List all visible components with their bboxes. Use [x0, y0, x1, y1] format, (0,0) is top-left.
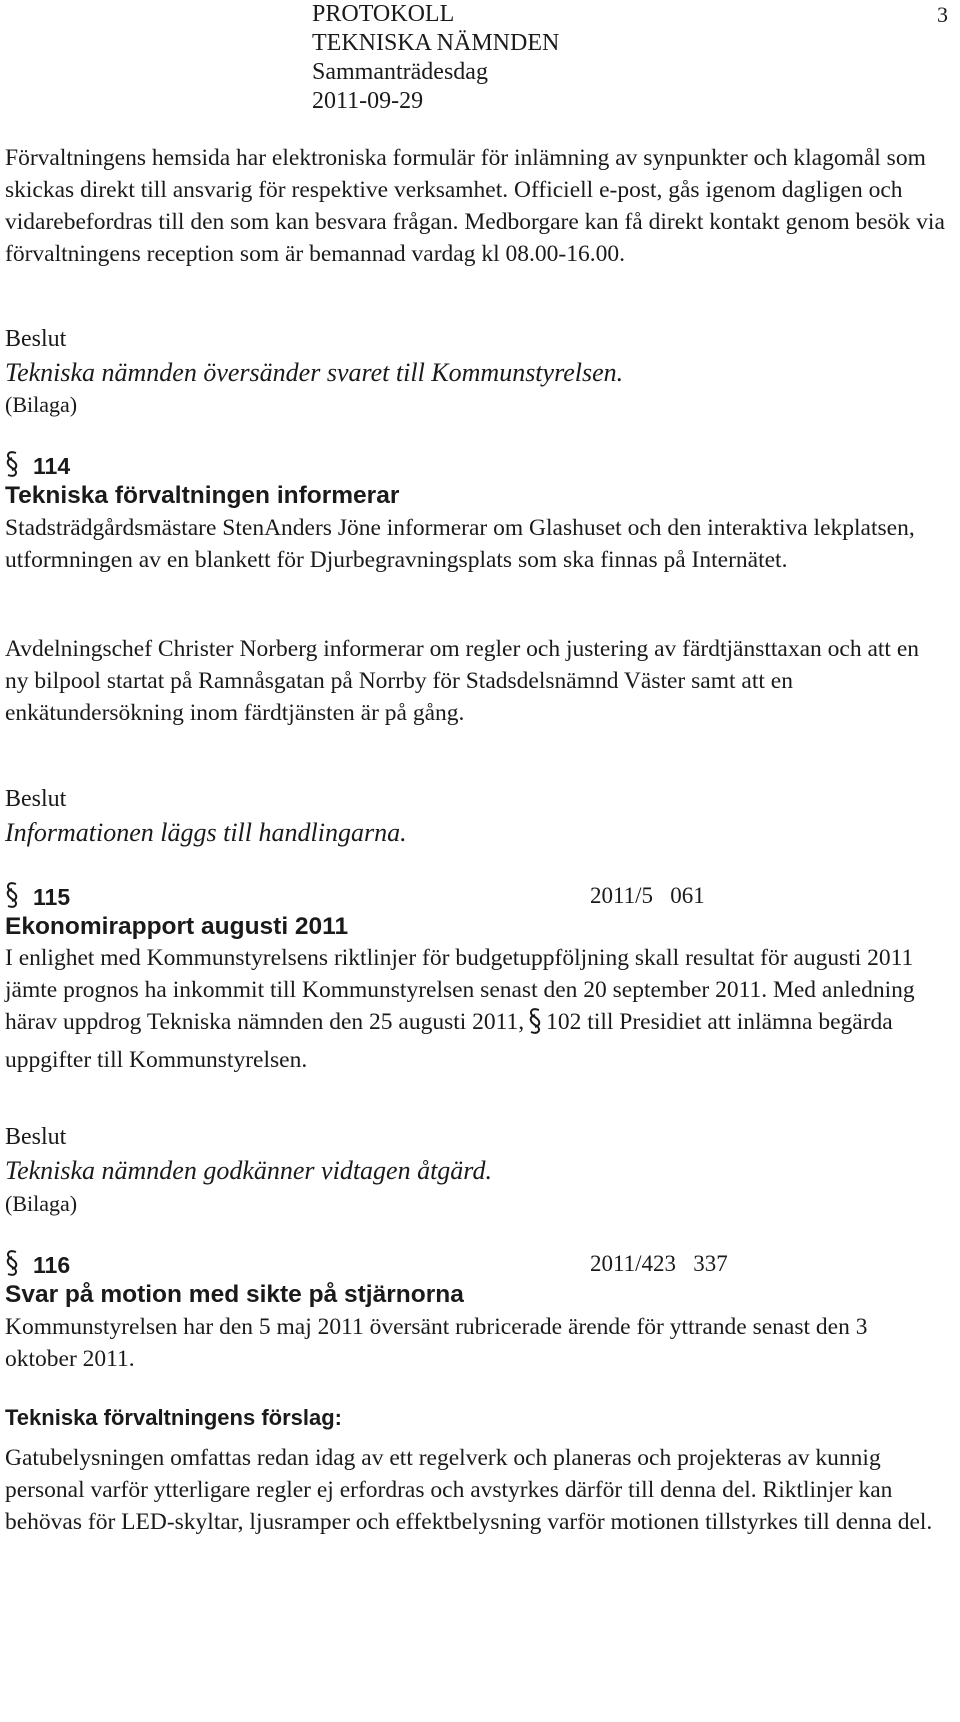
section-paragraph: Avdelningschef Christer Norberg informerar om regler och justering av färdtjänsttaxan och att en ny bilpool startat på Ramnåsgatan på Norrby för Stadsdelsnämnd Väster samt att en enkätundersökning inom färdtjänsten är på gång.	[5, 636, 920, 726]
beslut-label: Beslut	[5, 786, 67, 812]
proposal-heading: Tekniska förvaltningens förslag:	[5, 1405, 343, 1430]
decision-text: Tekniska nämnden godkänner vidtagen åtgärd.	[5, 1156, 492, 1185]
section-sign-icon	[5, 881, 19, 916]
attachment-note: (Bilaga)	[5, 1191, 78, 1216]
document-header	[312, 0, 559, 116]
meeting-date: 2011-09-29	[312, 88, 424, 114]
section-number-text: 116	[33, 1252, 71, 1278]
section-paragraph: Stadsträdgårdsmästare StenAnders Jöne informerar om Glashuset och den interaktiva lekplatsen, utformningen av en blankett för Djurbegravningsplats som ska finnas på Internätet.	[5, 515, 915, 573]
section-number-text: 114	[33, 453, 71, 479]
section-paragraph: Kommunstyrelsen har den 5 maj 2011 översänt rubricerade ärende för yttrande senast den 3 oktober 2011.	[5, 1314, 868, 1372]
section-title: Ekonomirapport augusti 2011	[5, 913, 349, 940]
case-reference: 2011/423 337	[590, 1251, 728, 1276]
beslut-label: Beslut	[5, 1124, 67, 1150]
section-number	[5, 450, 70, 485]
intro-paragraph: Förvaltningens hemsida har elektroniska formulär för inlämning av synpunkter och klagomål som skickas direkt till ansvarig för respektive verksamhet. Officiell e-post, gås igenom dagligen och vidarebefordras till den som kan besvara frågan. Medborgare kan få direkt kontakt genom besök via förvaltningens reception som är bemannad vardag kl 08.00-16.00.	[5, 145, 945, 267]
document-type: PROTOKOLL	[312, 1, 455, 27]
case-reference: 2011/5 061	[590, 883, 705, 908]
section-title: Svar på motion med sikte på stjärnorna	[5, 1281, 464, 1308]
section-number	[5, 1249, 70, 1284]
section-paragraph-part: 102 till Presidiet att inlämna begärda uppgifter till Kommunstyrelsen.	[5, 1009, 893, 1073]
meeting-label: Sammanträdesdag	[312, 59, 488, 85]
section-sign-icon	[528, 1007, 542, 1044]
beslut-label: Beslut	[5, 326, 67, 352]
decision-text: Tekniska nämnden översänder svaret till Kommunstyrelsen.	[5, 358, 624, 387]
section-paragraph	[5, 942, 945, 1076]
page-number: 3	[937, 2, 948, 27]
attachment-note: (Bilaga)	[5, 392, 78, 417]
section-sign-icon	[5, 1249, 19, 1284]
section-number	[5, 881, 70, 916]
proposal-paragraph: Gatubelysningen omfattas redan idag av ett regelverk och planeras och projekteras av kunnig personal varför ytterligare regler ej erfordras och avstyrkes därför till denna del. Riktlinjer kan behövas för LED-skyltar, ljusramper och effektbelysning varför motionen tillstyrkes till denna del.	[5, 1445, 933, 1535]
section-sign-icon	[5, 450, 19, 485]
section-title: Tekniska förvaltningen informerar	[5, 482, 400, 509]
section-number-text: 115	[33, 884, 71, 910]
committee-name: TEKNISKA NÄMNDEN	[312, 30, 560, 56]
decision-text: Informationen läggs till handlingarna.	[5, 818, 407, 847]
section-paragraph-part: I enlighet med Kommunstyrelsens riktlinjer för budgetuppföljning skall resultat för augusti 2011 jämte prognos ha inkommit till Kommunstyrelsen senast den 20 september 2011. Med anledning härav uppdrog Tekniska nämnden den 25 augusti 2011,	[5, 945, 915, 1035]
